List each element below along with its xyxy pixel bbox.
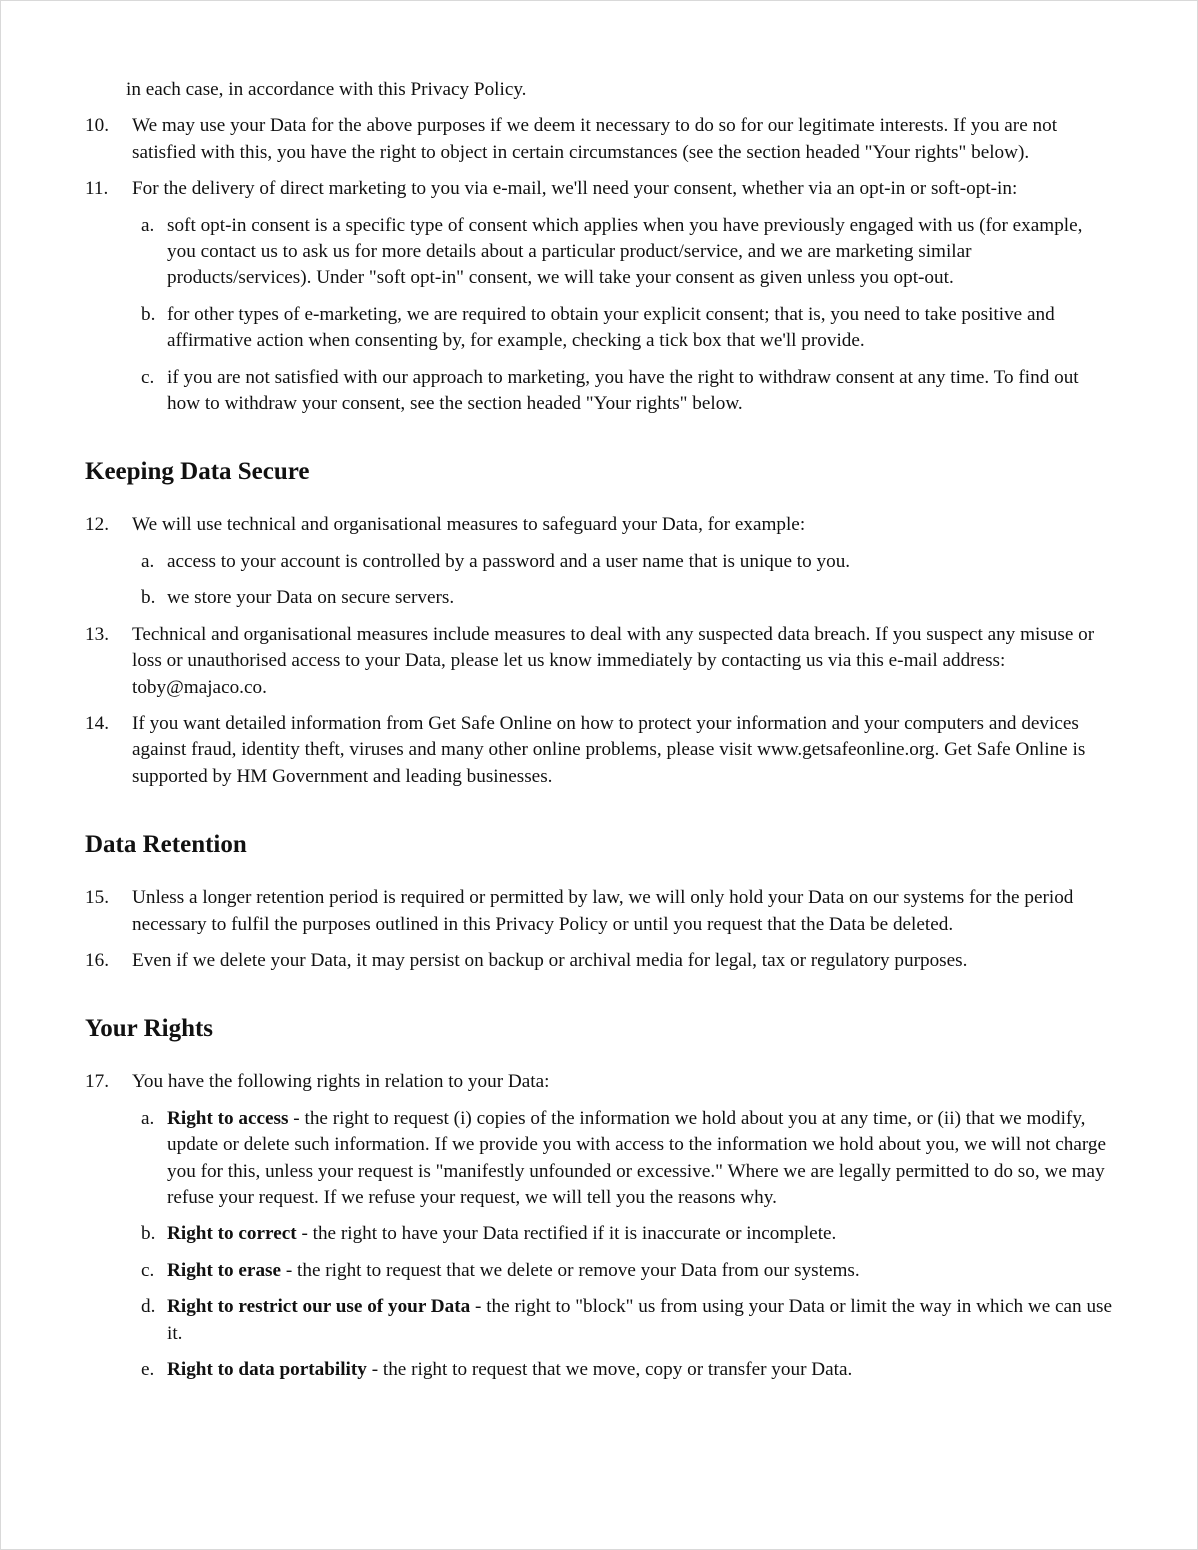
item-letter: b.	[141, 303, 156, 325]
document-section	[85, 1014, 1115, 1383]
numbered-item	[85, 948, 1115, 974]
sub-item-text: if you are not satisfied with our approach to marketing, you have the right to withdraw consent at any time. To find out how to withdraw your consent, see the section headed "Your rights" below.	[167, 366, 1079, 415]
item-text: Unless a longer retention period is required or permitted by law, we will only hold your Data on our systems for the period necessary to fulfil the purposes outlined in this Privacy Policy or until you request that the Data be deleted.	[132, 887, 1074, 935]
item-letter: c.	[141, 1259, 155, 1281]
numbered-item	[85, 512, 1115, 611]
sub-item-text: - the right to "block" us from using your Data or limit the way in which we can use it.	[167, 1296, 1113, 1344]
item-letter: d.	[141, 1296, 156, 1318]
sub-item-text: for other types of e-marketing, we are required to obtain your explicit consent; that is, you need to take positive and affirmative action when consenting by, for example, checking a tick box that we'll provide.	[167, 303, 1055, 352]
section-heading: Keeping Data Secure	[85, 458, 310, 486]
right-name: Right to access	[167, 1107, 289, 1129]
item-text: For the delivery of direct marketing to you via e-mail, we'll need your consent, whether via an opt-in or soft-opt-in:	[132, 178, 1018, 200]
lettered-item	[85, 302, 1115, 355]
item-text: If you want detailed information from Get Safe Online on how to protect your information and your computers and devices against fraud, identity theft, viruses and many other online problems, please visit www.getsafeonline.org. Get Safe Online is supported by HM Government and leading businesses.	[132, 712, 1086, 787]
item-letter: a.	[141, 214, 155, 236]
item-number: 11.	[85, 178, 109, 200]
lettered-item	[85, 1258, 1115, 1284]
section-heading: Your Rights	[85, 1015, 214, 1043]
sub-list	[85, 1106, 1115, 1384]
item-text: We will use technical and organisational measures to safeguard your Data, for example:	[132, 514, 806, 536]
item-number: 17.	[85, 1071, 109, 1093]
numbered-item	[85, 885, 1115, 938]
item-text: Technical and organisational measures include measures to deal with any suspected data breach. If you suspect any misuse or loss or unauthorised access to your Data, please let us know immediately by contacting us via this e-mail address: toby@majaco.co.	[132, 623, 1095, 698]
lettered-item	[85, 1221, 1115, 1247]
lettered-item	[85, 213, 1115, 292]
lettered-item	[85, 585, 1115, 611]
item-text: We may use your Data for the above purposes if we deem it necessary to do so for our legitimate interests. If you are not satisfied with this, you have the right to object in certain circumstances (see the section headed "Your rights" below).	[132, 115, 1058, 163]
sub-item-text: we store your Data on secure servers.	[167, 587, 455, 609]
right-name: Right to data portability	[167, 1359, 367, 1380]
continuation-text: in each case, in accordance with this Privacy Policy.	[126, 79, 527, 100]
item-letter: a.	[141, 550, 155, 572]
sub-list	[85, 549, 1115, 612]
lettered-item	[85, 365, 1115, 418]
item-number: 13.	[85, 623, 109, 645]
item-letter: b.	[141, 1223, 156, 1245]
numbered-item	[85, 176, 1115, 417]
right-name: Right to restrict our use of your Data	[167, 1296, 471, 1318]
section-heading: Data Retention	[85, 831, 247, 859]
sections	[85, 457, 1115, 1383]
document-content	[85, 77, 1115, 1393]
item-text: You have the following rights in relation to your Data:	[132, 1071, 550, 1093]
lettered-item	[85, 1294, 1115, 1347]
sub-list	[85, 213, 1115, 418]
sub-item-text: access to your account is controlled by a password and a user name that is unique to you.	[167, 550, 851, 572]
item-letter: b.	[141, 587, 156, 609]
right-name: Right to correct	[167, 1223, 297, 1245]
numbered-item	[85, 711, 1115, 790]
item-text: Even if we delete your Data, it may persist on backup or archival media for legal, tax or regulatory purposes.	[132, 949, 968, 971]
document-section	[85, 830, 1115, 974]
item-number: 12.	[85, 514, 109, 536]
right-name: Right to erase	[167, 1259, 282, 1281]
item-letter: e.	[141, 1359, 155, 1380]
item-number: 16.	[85, 949, 109, 971]
sub-item-text: - the right to have your Data rectified if it is inaccurate or incomplete.	[296, 1223, 837, 1245]
item-number: 10.	[85, 115, 109, 137]
numbered-list	[85, 113, 1115, 417]
sub-item-text: - the right to request that we delete or remove your Data from our systems.	[281, 1259, 860, 1281]
sub-item-text: soft opt-in consent is a specific type of consent which applies when you have previously engaged with us (for example, you contact us to ask us for more details about a particular product/service, and we are marketing similar products/services). Under "soft opt-in" consent, we will take your consent as given unless you opt-out.	[167, 214, 1083, 289]
item-letter: c.	[141, 366, 155, 388]
item-number: 14.	[85, 712, 109, 734]
numbered-item	[85, 1069, 1115, 1383]
sub-item-text: - the right to request that we move, copy or transfer your Data.	[366, 1359, 853, 1380]
lettered-item	[85, 1106, 1115, 1212]
lettered-item	[85, 1357, 1115, 1383]
sub-item-text: - the right to request (i) copies of the information we hold about you at any time, or (ii) that we modify, update or delete such information. If we provide you with access to the information we hold about you, we will not charge you for this, unless your request is "manifestly unfounded or excessive." Where we are legally permitted to do so, we may refuse your request. If we refuse your request, we will tell you the reasons why.	[167, 1107, 1107, 1208]
item-number: 15.	[85, 887, 109, 909]
numbered-item	[85, 622, 1115, 701]
document-section	[85, 457, 1115, 790]
item-letter: a.	[141, 1107, 155, 1129]
lettered-item	[85, 549, 1115, 575]
numbered-item	[85, 113, 1115, 166]
